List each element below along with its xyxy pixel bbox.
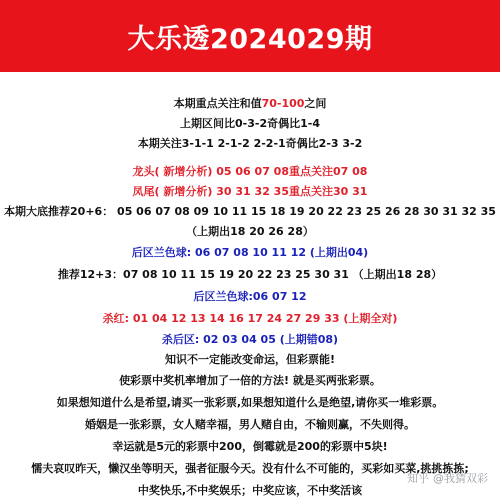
header-banner	[0, 0, 500, 72]
zone-ratio-line: 上期区间比0-3-2奇偶比1-4	[180, 117, 320, 130]
quote-line: 知识不一定能改变命运，但彩票能!	[164, 353, 335, 366]
sum-prefix: 本期重点关注和值	[173, 97, 262, 110]
quote-line: 如果想知道什么是希望,请买一张彩票,如果想知道什么是绝望,请你买一堆彩票。	[56, 396, 444, 409]
quote-line: 中奖快乐,不中奖娱乐；中奖应该，不中奖活该	[137, 484, 363, 497]
watch-line: 本期关注3-1-1 2-1-2 2-2-1奇偶比2-3 3-2	[137, 137, 363, 150]
phoenix-tail-line: 凤尾( 新增分析) 30 31 32 35重点关注30 31	[132, 185, 368, 198]
sum-range: 70-100	[261, 97, 305, 110]
watermark	[407, 470, 488, 486]
page-title: 大乐透2024029期	[127, 23, 373, 55]
article-body	[0, 94, 500, 502]
back-6-line: 后区兰色球: 06 07 08 10 11 12 (上期出04)	[131, 246, 369, 259]
quote-line: 使彩票中奖机率增加了一倍的方法! 就是买两张彩票。	[119, 374, 381, 387]
quote-line: 懦夫哀叹昨天，懒汉坐等明天，强者征服今天。没有什么不可能的，买彩如买菜,挑挑拣拣;	[31, 462, 469, 475]
front-20-line: 本期大底推荐20+6： 05 06 07 08 09 10 11 15 18 19 20 22 23 25 26 28 30 31 32 35	[4, 205, 496, 218]
sum-focus-line	[0, 94, 500, 114]
kill-red-line: 杀红: 01 04 12 13 14 16 17 24 27 29 33 (上期全对)	[102, 312, 398, 325]
sum-suffix: 之间	[304, 97, 327, 110]
back-3-line: 后区兰色球:06 07 12	[193, 290, 307, 303]
quote-line: 婚姻是一张彩票，女人赌幸福，男人赌自由，不输则赢，不失则得。	[85, 418, 415, 431]
front-12-line: 推荐12+3：07 08 10 11 15 19 20 22 23 25 30 31 （上期出18 28）	[57, 268, 443, 281]
kill-back-line: 杀后区: 02 03 04 05 (上期错08)	[161, 333, 339, 346]
watermark-author: @我猜双彩	[433, 472, 488, 485]
quote-line: 幸运就是5元的彩票中200，倒霉就是200的彩票中5块!	[112, 440, 388, 453]
watermark-site: 知乎	[407, 472, 429, 485]
front-20-prev-line: （上期出18 20 26 28）	[186, 225, 314, 238]
dragon-head-line: 龙头( 新增分析) 05 06 07 08重点关注07 08	[132, 165, 368, 178]
